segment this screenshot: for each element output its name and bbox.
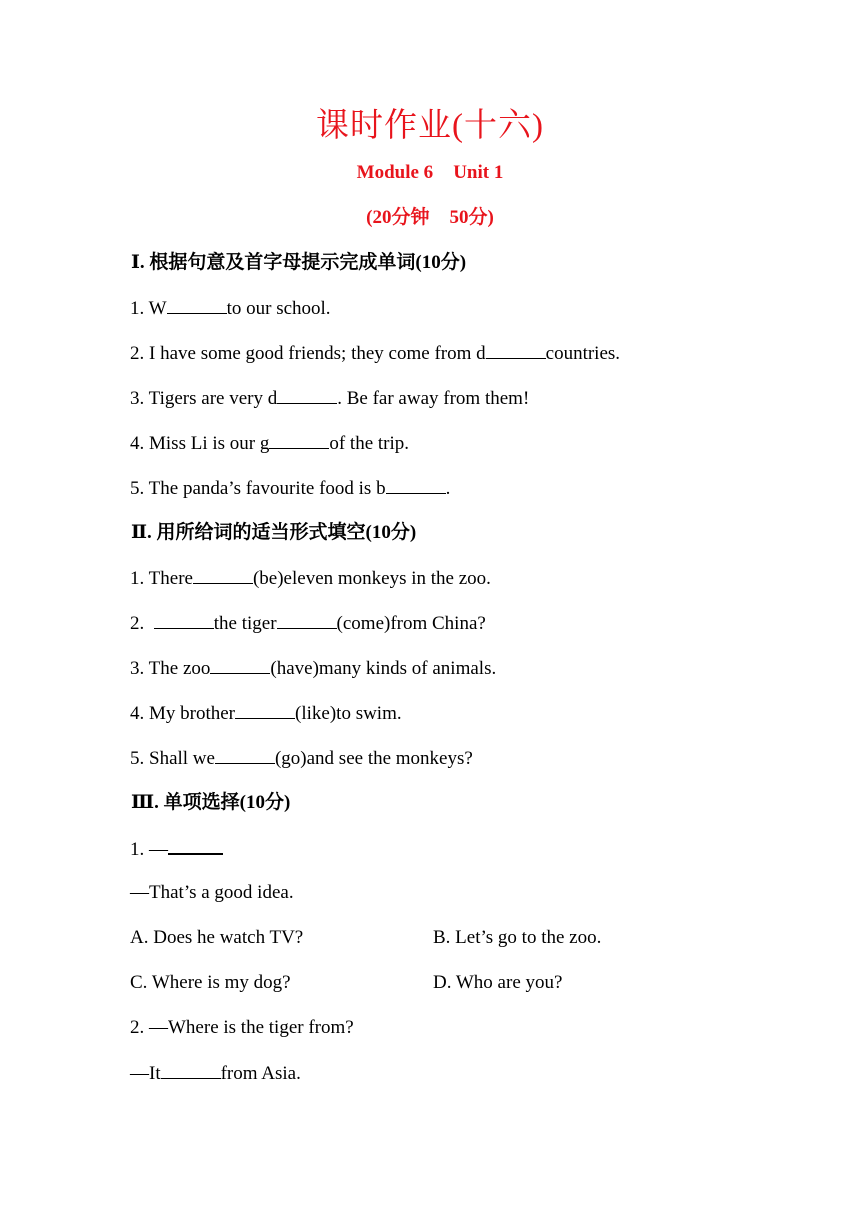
- section-1-item: [130, 475, 450, 502]
- item-text: 3. Tigers are very d: [130, 388, 278, 409]
- section-1-item: [130, 430, 409, 457]
- item-text: (have)many kinds of animals.: [270, 658, 497, 679]
- answer-blank[interactable]: [161, 1060, 221, 1079]
- item-text: countries.: [545, 343, 621, 364]
- answer-blank[interactable]: [210, 655, 270, 674]
- answer-blank[interactable]: [215, 745, 275, 764]
- unit-label: Unit 1: [453, 162, 504, 183]
- item-text: 1. —: [130, 839, 168, 860]
- answer-blank[interactable]: [193, 565, 253, 584]
- module-label: Module 6: [356, 162, 434, 183]
- answer-blank[interactable]: [167, 295, 227, 314]
- option-d[interactable]: D. Who are you?: [433, 972, 563, 993]
- time-score-line: [0, 205, 860, 231]
- page-title: 课时作业(十六): [316, 108, 544, 144]
- item-text: of the trip.: [329, 433, 410, 454]
- section-1-heading: Ⅰ. 根据句意及首字母提示完成单词(10分): [131, 252, 467, 273]
- item-text: 2. I have some good friends; they come from d: [130, 343, 486, 364]
- answer-blank[interactable]: [235, 700, 295, 719]
- question-2-stem: 2. —Where is the tiger from?: [130, 1017, 354, 1038]
- section-2-item: [130, 610, 486, 637]
- item-text: 1. W: [130, 298, 167, 319]
- item-text: 3. The zoo: [130, 658, 211, 679]
- section-2-item: [130, 745, 473, 772]
- item-text: 1. There: [130, 568, 193, 589]
- answer-blank[interactable]: [269, 430, 329, 449]
- item-text: 2.: [130, 613, 149, 634]
- question-2-reply: [130, 1060, 301, 1087]
- item-text: to our school.: [226, 298, 331, 319]
- item-text: the tiger: [213, 613, 277, 634]
- score-label: 50分): [449, 207, 494, 228]
- section-2-item: [130, 655, 496, 682]
- section-2-heading: Ⅱ. 用所给词的适当形式填空(10分): [131, 522, 417, 543]
- section-1-item: [130, 340, 620, 367]
- answer-blank[interactable]: [486, 340, 546, 359]
- section-1-item: [130, 385, 529, 412]
- answer-blank[interactable]: [277, 610, 337, 629]
- module-unit-line: [0, 160, 860, 186]
- item-text: (be)eleven monkeys in the zoo.: [252, 568, 491, 589]
- option-c[interactable]: C. Where is my dog?: [130, 972, 291, 993]
- item-text: (like)to swim.: [295, 703, 402, 724]
- item-text: 4. Miss Li is our g: [130, 433, 270, 454]
- question-1-reply: —That’s a good idea.: [130, 882, 294, 903]
- section-3-heading: Ⅲ. 单项选择(10分): [131, 792, 291, 813]
- answer-blank[interactable]: [168, 835, 223, 855]
- item-text: (go)and see the monkeys?: [274, 748, 473, 769]
- item-text: from Asia.: [220, 1063, 301, 1084]
- section-2-item: [130, 565, 491, 592]
- answer-blank[interactable]: [386, 475, 446, 494]
- item-text: (come)from China?: [336, 613, 486, 634]
- answer-blank[interactable]: [277, 385, 337, 404]
- answer-blank[interactable]: [154, 610, 214, 629]
- item-text: . Be far away from them!: [337, 388, 530, 409]
- option-b[interactable]: B. Let’s go to the zoo.: [433, 927, 602, 948]
- question-1-stem: [130, 835, 223, 863]
- time-label: (20分钟: [366, 207, 430, 228]
- item-text: 5. The panda’s favourite food is b: [130, 478, 386, 499]
- item-text: —It: [130, 1063, 161, 1084]
- option-a[interactable]: A. Does he watch TV?: [130, 927, 304, 948]
- section-1-item: [130, 295, 331, 322]
- item-text: 4. My brother: [130, 703, 236, 724]
- section-2-item: [130, 700, 402, 727]
- item-text: .: [445, 478, 451, 499]
- item-text: 5. Shall we: [130, 748, 215, 769]
